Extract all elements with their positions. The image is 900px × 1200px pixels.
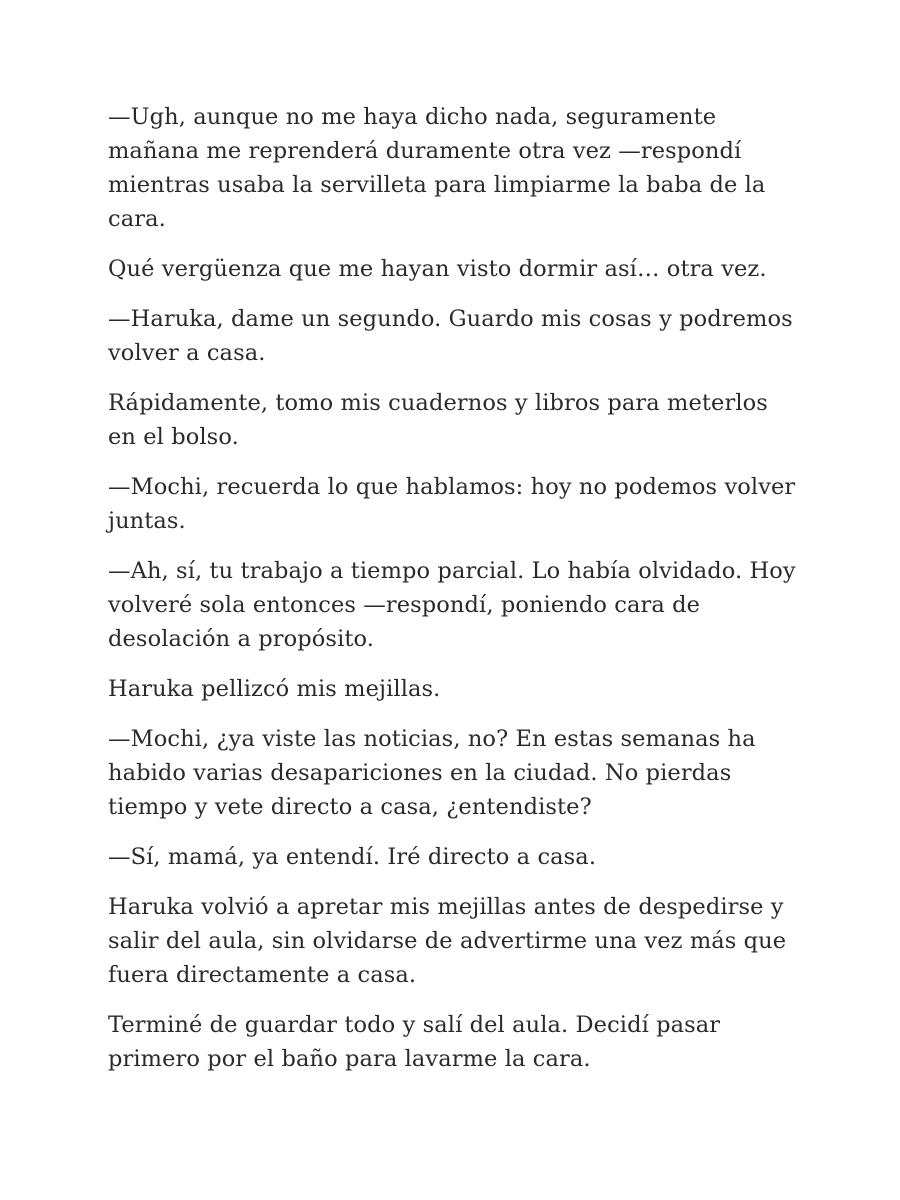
paragraph-10: Haruka volvió a apretar mis mejillas antes de despedirse y salir del aula, sin olvidarse de advertirme una vez más que fuera directamente a casa. <box>108 894 787 988</box>
paragraph-2: Qué vergüenza que me hayan visto dormir así… otra vez. <box>108 256 767 282</box>
paragraph-3: —Haruka, dame un segundo. Guardo mis cosas y podremos volver a casa. <box>108 306 793 366</box>
paragraph-1: —Ugh, aunque no me haya dicho nada, seguramente mañana me reprenderá duramente otra vez —respondí mientras usaba la servilleta para limpiarme la baba de la cara. <box>108 104 766 232</box>
paragraph-11: Terminé de guardar todo y salí del aula. Decidí pasar primero por el baño para lavarme la cara. <box>108 1012 721 1072</box>
body-text <box>108 100 798 1092</box>
paragraph-6: —Ah, sí, tu trabajo a tiempo parcial. Lo había olvidado. Hoy volveré sola entonces —respondí, poniendo cara de desolación a propósito. <box>108 558 796 652</box>
paragraph-9: —Sí, mamá, ya entendí. Iré directo a casa. <box>108 844 597 870</box>
paragraph-8: —Mochi, ¿ya viste las noticias, no? En estas semanas ha habido varias desapariciones en la ciudad. No pierdas tiempo y vete directo a casa, ¿entendiste? <box>108 726 756 820</box>
paragraph-7: Haruka pellizcó mis mejillas. <box>108 676 441 702</box>
paragraph-4: Rápidamente, tomo mis cuadernos y libros para meterlos en el bolso. <box>108 390 768 450</box>
paragraph-5: —Mochi, recuerda lo que hablamos: hoy no podemos volver juntas. <box>108 474 796 534</box>
